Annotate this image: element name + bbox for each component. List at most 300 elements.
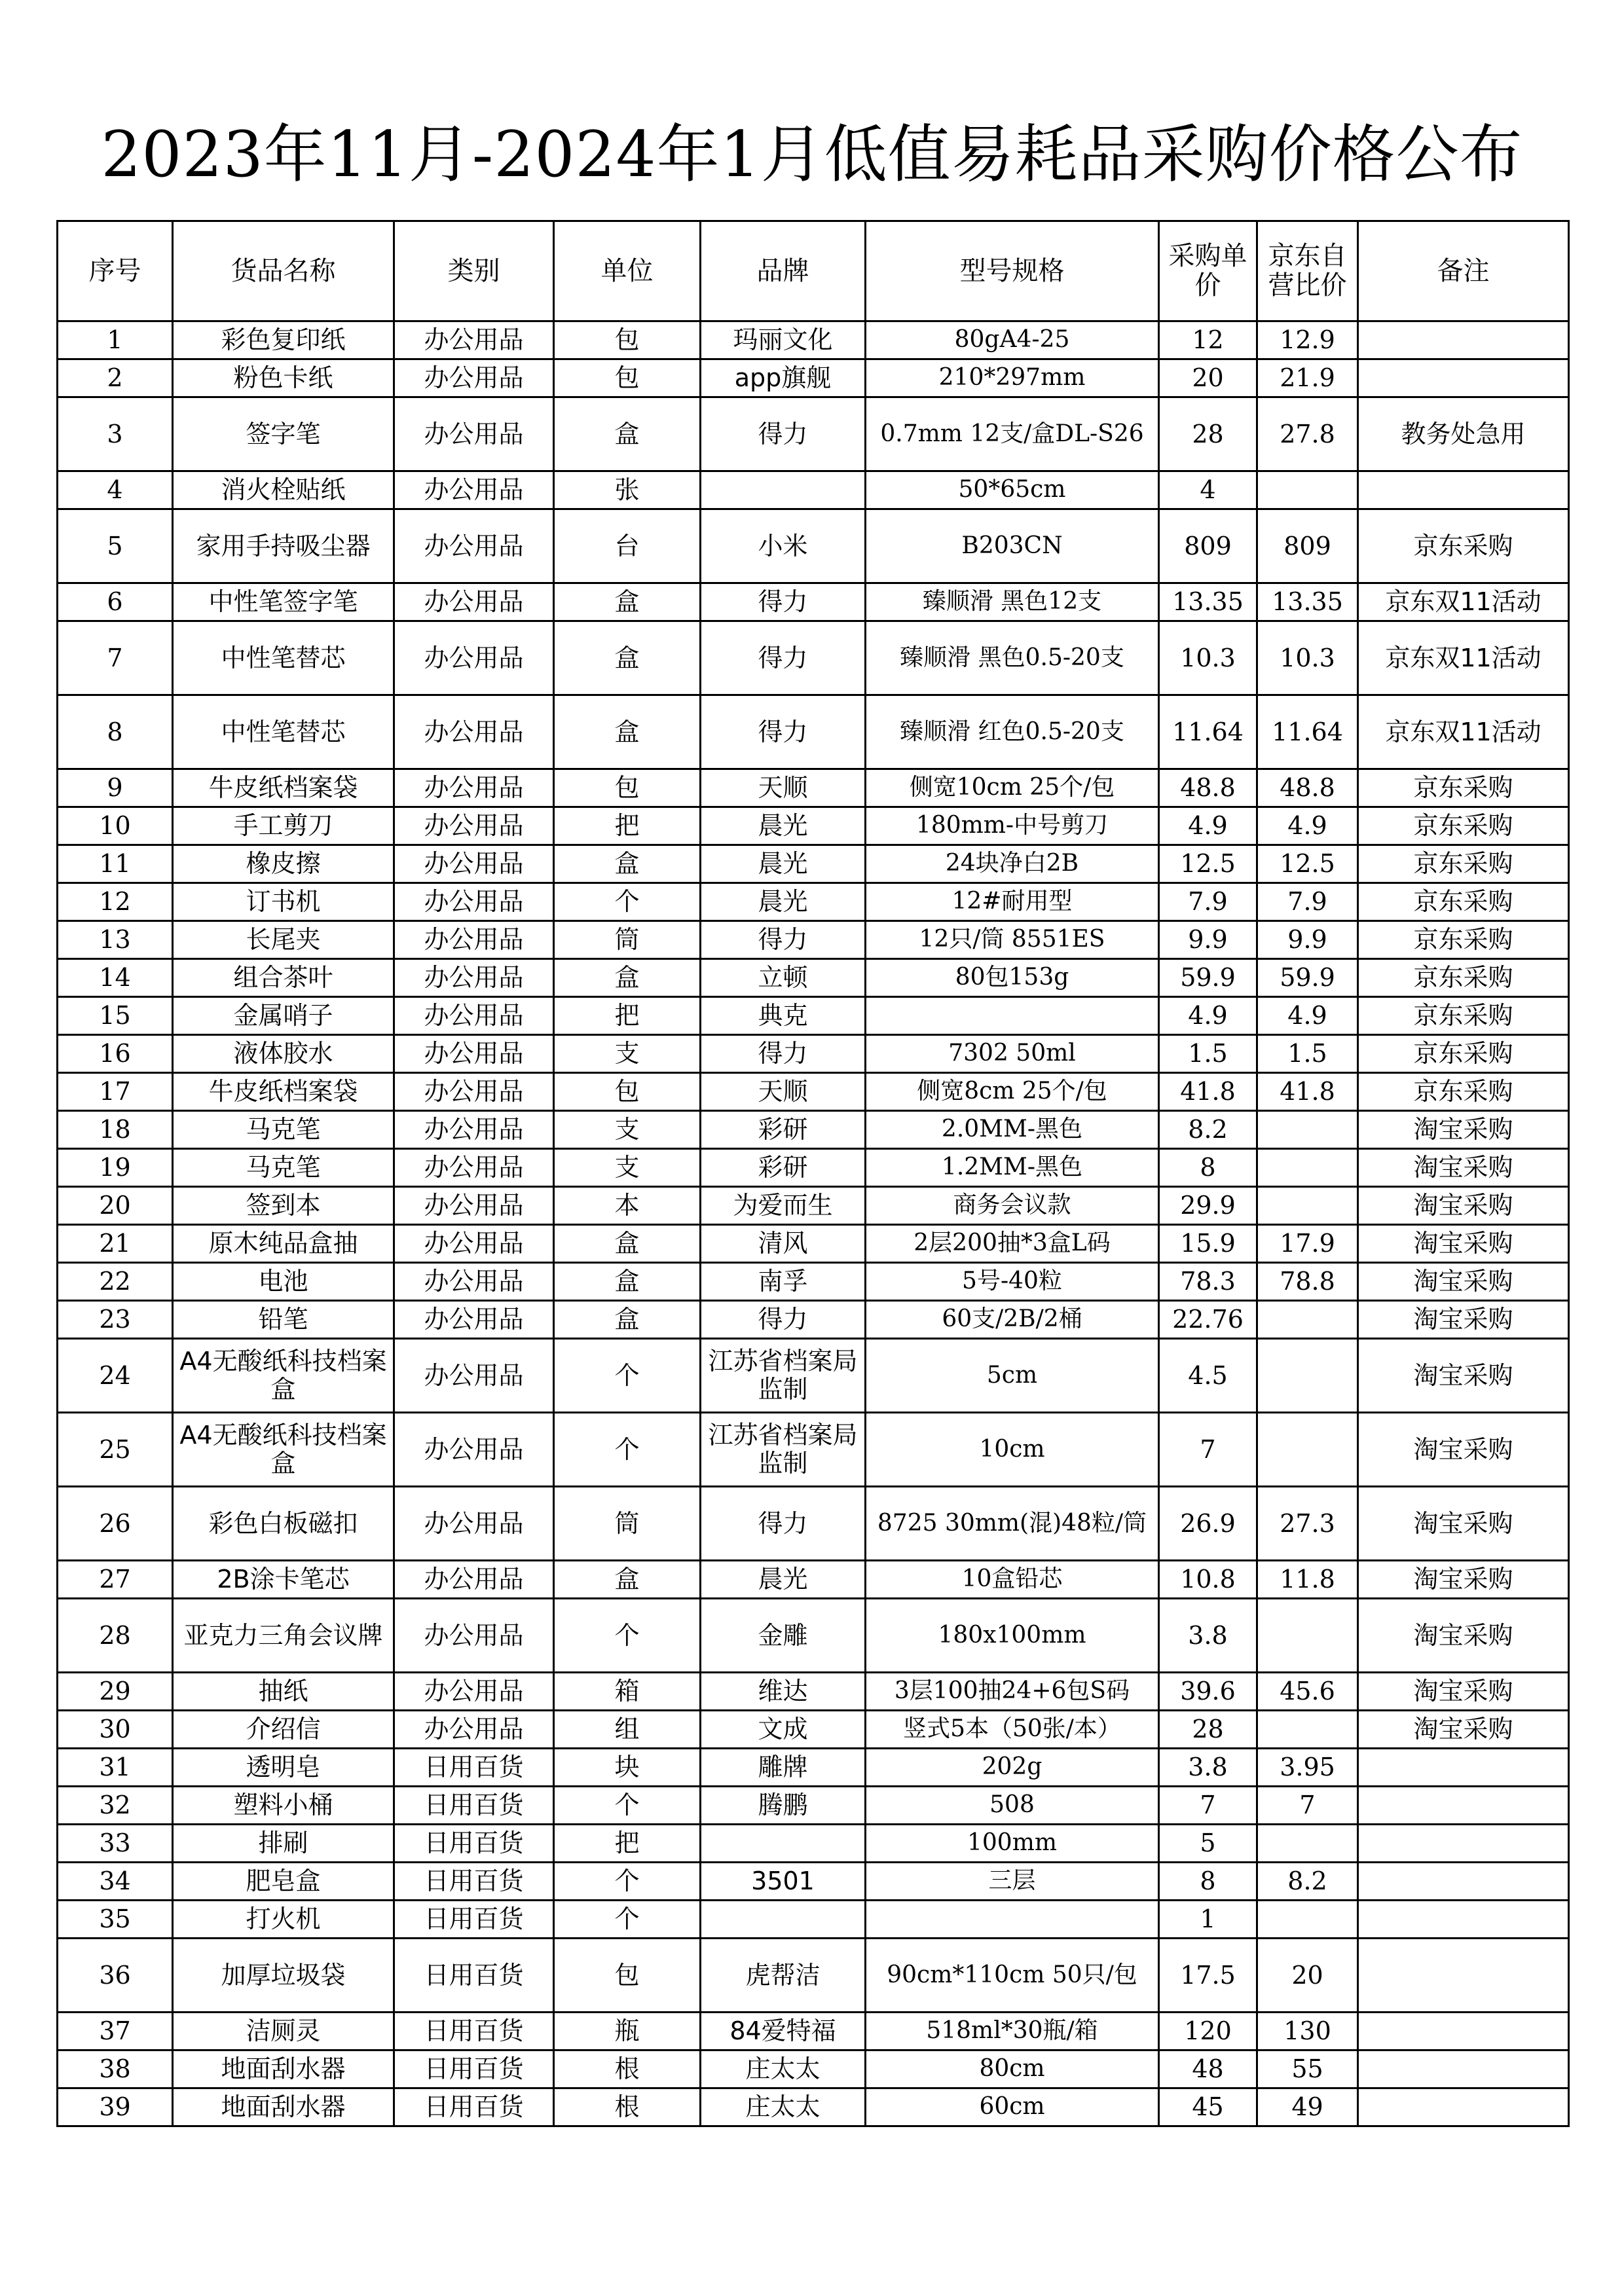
cell-spec: 1.2MM-黑色	[866, 1149, 1159, 1187]
cell-note: 淘宝采购	[1358, 1413, 1569, 1487]
cell-category: 办公用品	[394, 845, 554, 883]
cell-brand: 得力	[701, 695, 866, 769]
cell-seq: 36	[58, 1939, 173, 2013]
cell-price: 7	[1159, 1413, 1257, 1487]
table-row	[58, 621, 1569, 695]
cell-note	[1358, 2050, 1569, 2088]
cell-category: 办公用品	[394, 1035, 554, 1073]
cell-spec: 80cm	[866, 2050, 1159, 2088]
cell-unit: 个	[554, 1787, 701, 1825]
cell-seq: 23	[58, 1301, 173, 1339]
cell-name: 牛皮纸档案袋	[173, 1073, 394, 1111]
cell-unit: 把	[554, 997, 701, 1035]
cell-unit: 个	[554, 1599, 701, 1673]
cell-category: 办公用品	[394, 695, 554, 769]
cell-price: 20	[1159, 359, 1257, 397]
cell-category: 办公用品	[394, 1149, 554, 1187]
cell-unit: 盒	[554, 583, 701, 621]
cell-seq: 39	[58, 2088, 173, 2126]
cell-name: 透明皂	[173, 1749, 394, 1787]
cell-spec: 2层200抽*3盒L码	[866, 1225, 1159, 1263]
cell-category: 办公用品	[394, 583, 554, 621]
cell-name: 橡皮擦	[173, 845, 394, 883]
cell-price: 48.8	[1159, 769, 1257, 807]
cell-jd-price: 41.8	[1257, 1073, 1358, 1111]
cell-spec: 8725 30mm(混)48粒/筒	[866, 1487, 1159, 1561]
cell-brand: 立顿	[701, 959, 866, 997]
cell-category: 办公用品	[394, 1263, 554, 1301]
cell-category: 办公用品	[394, 471, 554, 509]
cell-price: 39.6	[1159, 1673, 1257, 1711]
table-row	[58, 1749, 1569, 1787]
table-row	[58, 1073, 1569, 1111]
cell-seq: 14	[58, 959, 173, 997]
header-name: 货品名称	[173, 221, 394, 321]
table-row	[58, 1487, 1569, 1561]
cell-seq: 34	[58, 1863, 173, 1901]
cell-unit: 包	[554, 1939, 701, 2013]
cell-note	[1358, 2088, 1569, 2126]
cell-jd-price: 55	[1257, 2050, 1358, 2088]
cell-brand: 得力	[701, 397, 866, 471]
cell-jd-price	[1257, 1301, 1358, 1339]
table-row	[58, 1939, 1569, 2013]
cell-seq: 31	[58, 1749, 173, 1787]
cell-unit: 包	[554, 1073, 701, 1111]
cell-category: 办公用品	[394, 359, 554, 397]
cell-seq: 18	[58, 1111, 173, 1149]
cell-name: 2B涂卡笔芯	[173, 1561, 394, 1599]
cell-note: 京东采购	[1358, 845, 1569, 883]
cell-unit: 根	[554, 2088, 701, 2126]
cell-note: 淘宝采购	[1358, 1599, 1569, 1673]
table-row	[58, 695, 1569, 769]
cell-note: 京东采购	[1358, 807, 1569, 845]
cell-jd-price: 7	[1257, 1787, 1358, 1825]
cell-seq: 33	[58, 1825, 173, 1863]
table-row	[58, 883, 1569, 921]
cell-spec: 60支/2B/2桶	[866, 1301, 1159, 1339]
cell-note: 淘宝采购	[1358, 1111, 1569, 1149]
cell-brand: 晨光	[701, 1561, 866, 1599]
cell-brand: 南孚	[701, 1263, 866, 1301]
cell-name: 塑料小桶	[173, 1787, 394, 1825]
cell-name: 马克笔	[173, 1149, 394, 1187]
cell-name: 铅笔	[173, 1301, 394, 1339]
cell-category: 日用百货	[394, 2050, 554, 2088]
cell-spec: 12#耐用型	[866, 883, 1159, 921]
cell-category: 日用百货	[394, 1863, 554, 1901]
cell-spec: 100mm	[866, 1825, 1159, 1863]
cell-jd-price	[1257, 1825, 1358, 1863]
cell-seq: 8	[58, 695, 173, 769]
cell-price: 1	[1159, 1901, 1257, 1939]
cell-category: 办公用品	[394, 997, 554, 1035]
cell-price: 17.5	[1159, 1939, 1257, 2013]
table-row	[58, 2088, 1569, 2126]
cell-note	[1358, 1901, 1569, 1939]
cell-name: 电池	[173, 1263, 394, 1301]
cell-unit: 本	[554, 1187, 701, 1225]
header-unit: 单位	[554, 221, 701, 321]
cell-price: 4.5	[1159, 1339, 1257, 1413]
cell-price: 12.5	[1159, 845, 1257, 883]
cell-category: 办公用品	[394, 1711, 554, 1749]
cell-brand: 得力	[701, 1487, 866, 1561]
cell-spec: 12只/筒 8551ES	[866, 921, 1159, 959]
cell-name: 原木纯品盒抽	[173, 1225, 394, 1263]
cell-brand: 虎帮洁	[701, 1939, 866, 2013]
cell-unit: 块	[554, 1749, 701, 1787]
cell-brand	[701, 471, 866, 509]
header-note: 备注	[1358, 221, 1569, 321]
cell-spec: 5cm	[866, 1339, 1159, 1413]
cell-spec: 10盒铅芯	[866, 1561, 1159, 1599]
cell-category: 办公用品	[394, 921, 554, 959]
cell-price: 8	[1159, 1863, 1257, 1901]
cell-seq: 24	[58, 1339, 173, 1413]
header-spec: 型号规格	[866, 221, 1159, 321]
cell-spec: 180x100mm	[866, 1599, 1159, 1673]
cell-seq: 21	[58, 1225, 173, 1263]
table-row	[58, 1863, 1569, 1901]
cell-name: 手工剪刀	[173, 807, 394, 845]
cell-brand: 雕牌	[701, 1749, 866, 1787]
cell-jd-price	[1257, 1599, 1358, 1673]
cell-price: 3.8	[1159, 1599, 1257, 1673]
cell-spec: 508	[866, 1787, 1159, 1825]
cell-seq: 9	[58, 769, 173, 807]
cell-brand: 84爱特福	[701, 2013, 866, 2050]
table-row	[58, 1711, 1569, 1749]
cell-note: 教务处急用	[1358, 397, 1569, 471]
cell-name: 马克笔	[173, 1111, 394, 1149]
table-row	[58, 921, 1569, 959]
header-row	[58, 221, 1569, 321]
cell-seq: 3	[58, 397, 173, 471]
table-row	[58, 2050, 1569, 2088]
cell-name: 中性笔替芯	[173, 621, 394, 695]
cell-seq: 26	[58, 1487, 173, 1561]
cell-spec: 7302 50ml	[866, 1035, 1159, 1073]
cell-name: 签到本	[173, 1187, 394, 1225]
cell-category: 日用百货	[394, 2088, 554, 2126]
cell-seq: 28	[58, 1599, 173, 1673]
table-row	[58, 1263, 1569, 1301]
cell-seq: 37	[58, 2013, 173, 2050]
cell-brand: 为爱而生	[701, 1187, 866, 1225]
cell-price: 4.9	[1159, 997, 1257, 1035]
cell-note: 京东采购	[1358, 959, 1569, 997]
cell-category: 办公用品	[394, 807, 554, 845]
cell-brand: 天顺	[701, 1073, 866, 1111]
cell-seq: 2	[58, 359, 173, 397]
table-row	[58, 1339, 1569, 1413]
cell-category: 办公用品	[394, 321, 554, 359]
cell-note: 淘宝采购	[1358, 1187, 1569, 1225]
cell-unit: 根	[554, 2050, 701, 2088]
cell-brand: 小米	[701, 509, 866, 583]
cell-note	[1358, 359, 1569, 397]
cell-spec: 518ml*30瓶/箱	[866, 2013, 1159, 2050]
cell-spec: 80包153g	[866, 959, 1159, 997]
table-row	[58, 1825, 1569, 1863]
cell-price: 120	[1159, 2013, 1257, 2050]
table-row	[58, 997, 1569, 1035]
cell-spec: 50*65cm	[866, 471, 1159, 509]
cell-seq: 4	[58, 471, 173, 509]
table-row	[58, 845, 1569, 883]
cell-spec: B203CN	[866, 509, 1159, 583]
cell-spec: 180mm-中号剪刀	[866, 807, 1159, 845]
cell-spec: 202g	[866, 1749, 1159, 1787]
table-row	[58, 321, 1569, 359]
cell-name: 长尾夹	[173, 921, 394, 959]
cell-spec: 3层100抽24+6包S码	[866, 1673, 1159, 1711]
cell-category: 日用百货	[394, 1787, 554, 1825]
cell-unit: 台	[554, 509, 701, 583]
cell-seq: 20	[58, 1187, 173, 1225]
cell-category: 办公用品	[394, 1301, 554, 1339]
cell-seq: 19	[58, 1149, 173, 1187]
cell-brand: 典克	[701, 997, 866, 1035]
cell-jd-price: 78.8	[1257, 1263, 1358, 1301]
cell-note: 淘宝采购	[1358, 1225, 1569, 1263]
price-table	[56, 220, 1570, 2127]
cell-unit: 盒	[554, 1301, 701, 1339]
cell-note: 京东双11活动	[1358, 583, 1569, 621]
cell-category: 办公用品	[394, 1413, 554, 1487]
cell-price: 809	[1159, 509, 1257, 583]
cell-category: 办公用品	[394, 509, 554, 583]
cell-seq: 13	[58, 921, 173, 959]
cell-unit: 个	[554, 883, 701, 921]
cell-price: 9.9	[1159, 921, 1257, 959]
cell-price: 10.3	[1159, 621, 1257, 695]
cell-price: 8.2	[1159, 1111, 1257, 1149]
cell-unit: 张	[554, 471, 701, 509]
cell-brand: 金雕	[701, 1599, 866, 1673]
cell-category: 日用百货	[394, 2013, 554, 2050]
cell-jd-price: 11.8	[1257, 1561, 1358, 1599]
cell-jd-price: 130	[1257, 2013, 1358, 2050]
table-row	[58, 1901, 1569, 1939]
cell-unit: 盒	[554, 621, 701, 695]
cell-price: 3.8	[1159, 1749, 1257, 1787]
cell-note	[1358, 1863, 1569, 1901]
cell-price: 5	[1159, 1825, 1257, 1863]
cell-brand: 得力	[701, 621, 866, 695]
cell-category: 日用百货	[394, 1825, 554, 1863]
header-brand: 品牌	[701, 221, 866, 321]
cell-price: 28	[1159, 397, 1257, 471]
cell-unit: 个	[554, 1901, 701, 1939]
cell-jd-price	[1257, 1413, 1358, 1487]
cell-brand	[701, 1901, 866, 1939]
cell-seq: 22	[58, 1263, 173, 1301]
cell-brand: 江苏省档案局监制	[701, 1413, 866, 1487]
cell-name: 液体胶水	[173, 1035, 394, 1073]
cell-unit: 箱	[554, 1673, 701, 1711]
cell-price: 22.76	[1159, 1301, 1257, 1339]
cell-jd-price: 49	[1257, 2088, 1358, 2126]
cell-note	[1358, 1749, 1569, 1787]
cell-category: 办公用品	[394, 1561, 554, 1599]
table-row	[58, 397, 1569, 471]
table-row	[58, 959, 1569, 997]
cell-brand: 腾鹏	[701, 1787, 866, 1825]
cell-note	[1358, 1825, 1569, 1863]
cell-unit: 个	[554, 1863, 701, 1901]
cell-name: 签字笔	[173, 397, 394, 471]
cell-spec: 80gA4-25	[866, 321, 1159, 359]
cell-name: 组合茶叶	[173, 959, 394, 997]
table-row	[58, 769, 1569, 807]
table-row	[58, 1599, 1569, 1673]
cell-category: 办公用品	[394, 883, 554, 921]
cell-unit: 包	[554, 359, 701, 397]
cell-jd-price: 809	[1257, 509, 1358, 583]
cell-brand: 玛丽文化	[701, 321, 866, 359]
cell-jd-price: 4.9	[1257, 997, 1358, 1035]
cell-category: 办公用品	[394, 1487, 554, 1561]
cell-brand: 彩研	[701, 1149, 866, 1187]
cell-price: 7.9	[1159, 883, 1257, 921]
cell-price: 4.9	[1159, 807, 1257, 845]
cell-category: 日用百货	[394, 1749, 554, 1787]
cell-jd-price: 3.95	[1257, 1749, 1358, 1787]
cell-category: 办公用品	[394, 1339, 554, 1413]
header-seq: 序号	[58, 221, 173, 321]
cell-unit: 个	[554, 1339, 701, 1413]
cell-note: 京东双11活动	[1358, 695, 1569, 769]
cell-brand: 得力	[701, 1035, 866, 1073]
cell-name: 金属哨子	[173, 997, 394, 1035]
cell-unit: 支	[554, 1035, 701, 1073]
cell-spec	[866, 997, 1159, 1035]
cell-category: 办公用品	[394, 959, 554, 997]
cell-jd-price	[1257, 1149, 1358, 1187]
cell-price: 78.3	[1159, 1263, 1257, 1301]
cell-jd-price: 13.35	[1257, 583, 1358, 621]
table-row	[58, 509, 1569, 583]
cell-seq: 12	[58, 883, 173, 921]
header-price: 采购单价	[1159, 221, 1257, 321]
cell-spec: 2.0MM-黑色	[866, 1111, 1159, 1149]
cell-note: 淘宝采购	[1358, 1301, 1569, 1339]
cell-unit: 包	[554, 321, 701, 359]
cell-seq: 5	[58, 509, 173, 583]
cell-unit: 支	[554, 1111, 701, 1149]
cell-note: 京东双11活动	[1358, 621, 1569, 695]
cell-jd-price	[1257, 1111, 1358, 1149]
cell-price: 10.8	[1159, 1561, 1257, 1599]
cell-unit: 筒	[554, 921, 701, 959]
cell-note: 京东采购	[1358, 509, 1569, 583]
cell-brand: 彩研	[701, 1111, 866, 1149]
cell-jd-price: 17.9	[1257, 1225, 1358, 1263]
cell-jd-price: 10.3	[1257, 621, 1358, 695]
table-row	[58, 1673, 1569, 1711]
cell-note: 京东采购	[1358, 1035, 1569, 1073]
cell-name: 牛皮纸档案袋	[173, 769, 394, 807]
cell-name: 地面刮水器	[173, 2088, 394, 2126]
cell-unit: 盒	[554, 1561, 701, 1599]
cell-jd-price	[1257, 1711, 1358, 1749]
cell-note: 淘宝采购	[1358, 1263, 1569, 1301]
cell-price: 7	[1159, 1787, 1257, 1825]
cell-note	[1358, 321, 1569, 359]
cell-jd-price: 27.8	[1257, 397, 1358, 471]
cell-spec: 210*297mm	[866, 359, 1159, 397]
cell-spec: 90cm*110cm 50只/包	[866, 1939, 1159, 2013]
cell-brand: 晨光	[701, 883, 866, 921]
cell-brand: app旗舰	[701, 359, 866, 397]
cell-name: 中性笔替芯	[173, 695, 394, 769]
cell-spec	[866, 1901, 1159, 1939]
cell-category: 日用百货	[394, 1939, 554, 2013]
cell-brand: 晨光	[701, 807, 866, 845]
cell-jd-price: 11.64	[1257, 695, 1358, 769]
cell-name: 亚克力三角会议牌	[173, 1599, 394, 1673]
cell-jd-price: 12.5	[1257, 845, 1358, 883]
cell-jd-price	[1257, 1339, 1358, 1413]
cell-spec: 臻顺滑 黑色0.5-20支	[866, 621, 1159, 695]
cell-unit: 盒	[554, 1263, 701, 1301]
cell-note: 淘宝采购	[1358, 1711, 1569, 1749]
cell-seq: 32	[58, 1787, 173, 1825]
table-row	[58, 1035, 1569, 1073]
table-row	[58, 2013, 1569, 2050]
cell-seq: 15	[58, 997, 173, 1035]
cell-name: 加厚垃圾袋	[173, 1939, 394, 2013]
cell-spec: 商务会议款	[866, 1187, 1159, 1225]
cell-note: 京东采购	[1358, 921, 1569, 959]
table-row	[58, 1187, 1569, 1225]
header-category: 类别	[394, 221, 554, 321]
cell-note: 京东采购	[1358, 1073, 1569, 1111]
cell-name: 订书机	[173, 883, 394, 921]
cell-seq: 7	[58, 621, 173, 695]
cell-spec: 臻顺滑 红色0.5-20支	[866, 695, 1159, 769]
cell-note	[1358, 1939, 1569, 2013]
cell-jd-price	[1257, 471, 1358, 509]
cell-jd-price: 8.2	[1257, 1863, 1358, 1901]
cell-name: 地面刮水器	[173, 2050, 394, 2088]
cell-seq: 35	[58, 1901, 173, 1939]
cell-jd-price: 7.9	[1257, 883, 1358, 921]
cell-note: 淘宝采购	[1358, 1149, 1569, 1187]
cell-brand: 得力	[701, 921, 866, 959]
cell-seq: 1	[58, 321, 173, 359]
cell-note: 淘宝采购	[1358, 1339, 1569, 1413]
cell-name: 洁厕灵	[173, 2013, 394, 2050]
table-row	[58, 359, 1569, 397]
table-row	[58, 1111, 1569, 1149]
cell-note: 京东采购	[1358, 769, 1569, 807]
cell-jd-price: 9.9	[1257, 921, 1358, 959]
cell-unit: 个	[554, 1413, 701, 1487]
cell-jd-price: 27.3	[1257, 1487, 1358, 1561]
cell-spec: 三层	[866, 1863, 1159, 1901]
cell-brand: 3501	[701, 1863, 866, 1901]
cell-jd-price	[1257, 1187, 1358, 1225]
cell-unit: 盒	[554, 959, 701, 997]
cell-name: 抽纸	[173, 1673, 394, 1711]
cell-unit: 把	[554, 807, 701, 845]
cell-brand: 得力	[701, 1301, 866, 1339]
cell-seq: 29	[58, 1673, 173, 1711]
